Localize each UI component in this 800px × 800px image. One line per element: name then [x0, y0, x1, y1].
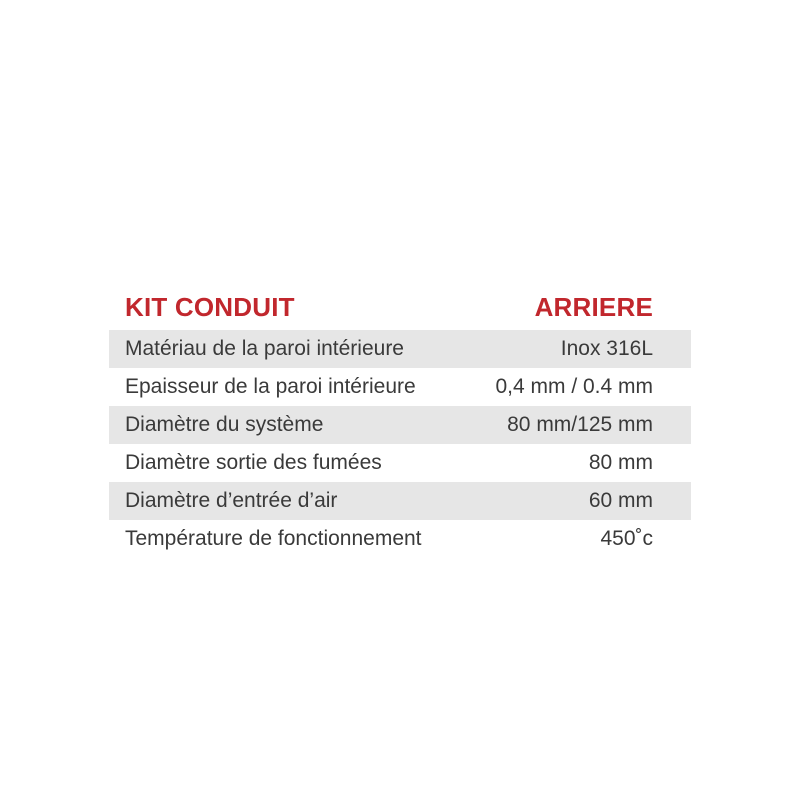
- row-value: 80 mm/125 mm: [507, 413, 653, 436]
- row-value: 80 mm: [588, 451, 653, 474]
- row-label: Diamètre du système: [125, 413, 324, 436]
- table-variant: ARRIERE: [534, 292, 653, 322]
- row-label: Température de fonctionnement: [125, 527, 422, 550]
- row-value: Inox 316L: [560, 337, 653, 360]
- row-label: Epaisseur de la paroi intérieure: [125, 375, 416, 398]
- table-row: [109, 482, 691, 520]
- row-label: Diamètre d’entrée d’air: [125, 489, 338, 512]
- row-value: 0,4 mm / 0.4 mm: [495, 375, 653, 398]
- table-row: [109, 330, 691, 368]
- row-value: 60 mm: [588, 489, 653, 512]
- table-title: KIT CONDUIT: [125, 292, 295, 322]
- table-row: [109, 520, 691, 558]
- table-row: [109, 368, 691, 406]
- table-body: [109, 330, 691, 558]
- table-header: [109, 282, 691, 330]
- row-label: Diamètre sortie des fumées: [125, 451, 382, 474]
- table-row: [109, 444, 691, 482]
- row-value: 450˚c: [600, 527, 653, 550]
- row-label: Matériau de la paroi intérieure: [125, 337, 404, 360]
- spec-table: [109, 282, 691, 558]
- table-row: [109, 406, 691, 444]
